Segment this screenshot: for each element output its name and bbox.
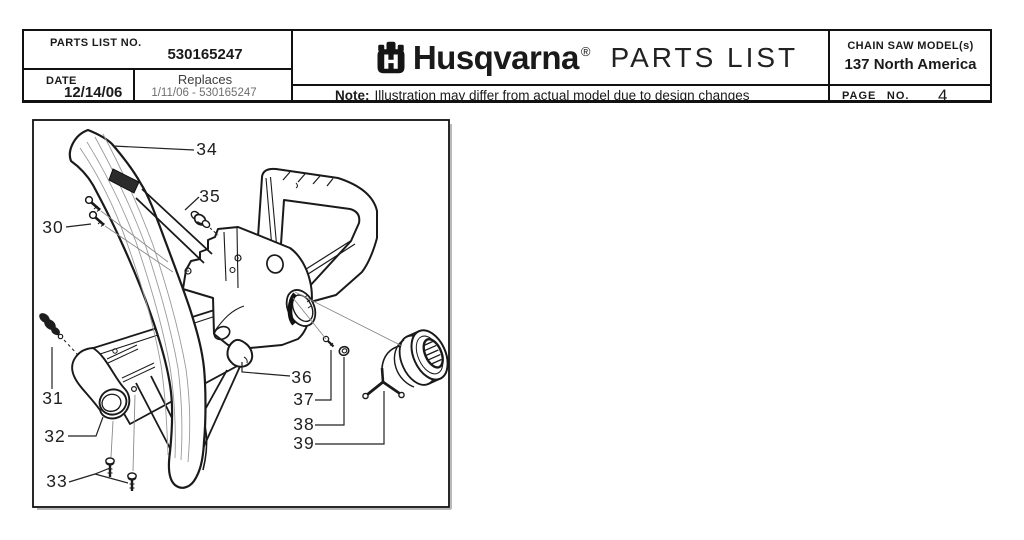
callout-33: 33 bbox=[46, 471, 68, 491]
registered-mark: ® bbox=[580, 44, 591, 59]
parts-list-no-label: PARTS LIST NO. bbox=[50, 37, 142, 49]
parts-list-no-value: 530165247 bbox=[167, 46, 243, 63]
callout-39: 39 bbox=[293, 433, 315, 453]
note-text: Illustration may differ from actual model due to design changes bbox=[374, 88, 750, 103]
page-no-label: PAGE NO. bbox=[842, 90, 910, 102]
replaces-label: Replaces bbox=[177, 72, 233, 87]
replaces-value: 1/11/06 - 530165247 bbox=[151, 87, 257, 99]
brand-wordmark: Husqvarna bbox=[412, 38, 579, 76]
callout-38: 38 bbox=[293, 414, 315, 434]
callout-35: 35 bbox=[199, 186, 221, 206]
callout-31: 31 bbox=[42, 388, 64, 408]
callout-36: 36 bbox=[291, 367, 313, 387]
model-value: 137 North America bbox=[844, 56, 977, 73]
date-value: 12/14/06 bbox=[64, 84, 123, 101]
page-no-value: 4 bbox=[938, 86, 948, 105]
callout-32: 32 bbox=[44, 426, 66, 446]
callout-30: 30 bbox=[42, 217, 64, 237]
date-label: DATE bbox=[46, 75, 77, 87]
note-label: Note: bbox=[335, 88, 370, 103]
document-title: PARTS LIST bbox=[610, 41, 799, 73]
callout-34: 34 bbox=[196, 139, 218, 159]
model-label: CHAIN SAW MODEL(s) bbox=[847, 40, 974, 52]
callout-37: 37 bbox=[293, 389, 315, 409]
